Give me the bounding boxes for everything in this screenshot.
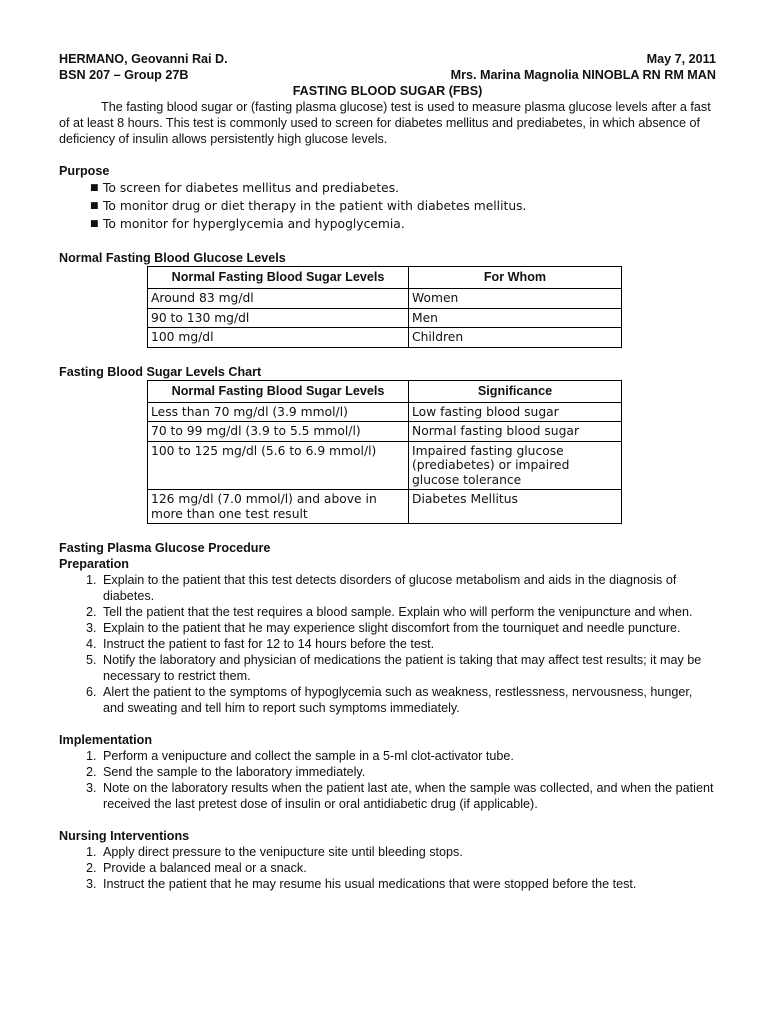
table-row xyxy=(148,289,622,309)
bullet-icon: ■ xyxy=(90,201,99,211)
list-item: ■ To screen for diabetes mellitus and prediabetes. xyxy=(90,181,400,195)
table-cell: 90 to 130 mg/dl xyxy=(148,308,409,328)
bullet-icon: ■ xyxy=(90,219,99,229)
list-item: 5. Notify the laboratory and physician of medications the patient is taking that may affect test results; it may be necessary to restrict them. xyxy=(86,653,702,683)
column-header: Normal Fasting Blood Sugar Levels xyxy=(148,380,409,402)
table-header-row xyxy=(148,380,622,402)
column-header: For Whom xyxy=(409,267,622,289)
table-cell: 100 mg/dl xyxy=(148,328,409,348)
list-item: 3. Explain to the patient that he may experience slight discomfort from the tourniquet and needle puncture. xyxy=(86,621,681,635)
list-item: 3. Instruct the patient that he may resume his usual medications that were stopped before the test. xyxy=(86,877,637,891)
section-group: BSN 207 – Group 27B xyxy=(59,68,189,82)
table-row xyxy=(148,308,622,328)
list-item: 1. Apply direct pressure to the venipucture site until bleeding stops. xyxy=(86,845,463,859)
document-date: May 7, 2011 xyxy=(646,52,716,66)
table-cell: Low fasting blood sugar xyxy=(409,402,622,422)
table-cell: 70 to 99 mg/dl (3.9 to 5.5 mmol/l) xyxy=(148,422,409,442)
table-cell: Women xyxy=(409,289,622,309)
table-row xyxy=(148,402,622,422)
list-item: 4. Instruct the patient to fast for 12 to 14 hours before the test. xyxy=(86,637,435,651)
list-item: 6. Alert the patient to the symptoms of hypoglycemia such as weakness, restlessness, nervousness, hunger, and sweating and tell him to report such symptoms immediately. xyxy=(86,685,693,715)
intro-paragraph: The fasting blood sugar or (fasting plasma glucose) test is used to measure plasma glucose levels after a fast of at least 8 hours. This test is commonly used to screen for diabetes mellitus and prediabetes, in which absence of deficiency of insulin allows persistently high glucose levels. xyxy=(59,100,711,146)
normal-levels-heading: Normal Fasting Blood Glucose Levels xyxy=(59,251,286,265)
table-row xyxy=(148,441,622,490)
column-header: Normal Fasting Blood Sugar Levels xyxy=(148,267,409,289)
levels-chart-table xyxy=(147,380,622,525)
table-cell: Diabetes Mellitus xyxy=(409,490,622,524)
document-title: FASTING BLOOD SUGAR (FBS) xyxy=(292,84,483,98)
table-row xyxy=(148,328,622,348)
list-item: ■ To monitor drug or diet therapy in the patient with diabetes mellitus. xyxy=(90,199,527,213)
table-cell: 100 to 125 mg/dl (5.6 to 6.9 mmol/l) xyxy=(148,441,409,490)
nursing-interventions-heading: Nursing Interventions xyxy=(59,829,190,843)
list-item: 2. Send the sample to the laboratory immediately. xyxy=(86,765,366,779)
list-item: 1. Explain to the patient that this test detects disorders of glucose metabolism and aids in the diagnosis of diabetes. xyxy=(86,573,677,603)
list-item: ■ To monitor for hyperglycemia and hypoglycemia. xyxy=(90,217,405,231)
table-cell: Men xyxy=(409,308,622,328)
table-row xyxy=(148,422,622,442)
list-item: 3. Note on the laboratory results when the patient last ate, when the sample was collected, and when the patient received the last pretest dose of insulin or oral antidiabetic drug (if applicable). xyxy=(86,781,714,811)
list-item: 1. Perform a venipucture and collect the sample in a 5-ml clot-activator tube. xyxy=(86,749,514,763)
implementation-heading: Implementation xyxy=(59,733,153,747)
table-cell: Normal fasting blood sugar xyxy=(409,422,622,442)
implementation-list xyxy=(59,748,716,812)
list-item: 2. Tell the patient that the test requires a blood sample. Explain who will perform the venipuncture and when. xyxy=(86,605,693,619)
normal-levels-table xyxy=(147,266,622,348)
header-row-2 xyxy=(59,67,716,83)
levels-chart-heading: Fasting Blood Sugar Levels Chart xyxy=(59,364,262,379)
column-header: Significance xyxy=(409,380,622,402)
bullet-icon: ■ xyxy=(90,183,99,193)
nursing-interventions-list xyxy=(59,844,716,892)
purpose-list xyxy=(59,179,716,233)
table-cell: Impaired fasting glucose (prediabetes) or impaired glucose tolerance xyxy=(409,441,622,490)
student-name: HERMANO, Geovanni Rai D. xyxy=(59,52,228,66)
table-cell: Around 83 mg/dl xyxy=(148,289,409,309)
table-cell: Less than 70 mg/dl (3.9 mmol/l) xyxy=(148,402,409,422)
table-cell: Children xyxy=(409,328,622,348)
instructor-name: Mrs. Marina Magnolia NINOBLA RN RM MAN xyxy=(450,68,716,82)
header-row-1 xyxy=(59,51,716,67)
purpose-heading: Purpose xyxy=(59,164,110,178)
table-header-row xyxy=(148,267,622,289)
preparation-heading: Preparation xyxy=(59,557,129,571)
preparation-list xyxy=(59,572,716,716)
table-cell: 126 mg/dl (7.0 mmol/l) and above in more than one test result xyxy=(148,490,409,524)
list-item: 2. Provide a balanced meal or a snack. xyxy=(86,861,307,875)
table-row xyxy=(148,490,622,524)
procedure-heading: Fasting Plasma Glucose Procedure xyxy=(59,541,271,555)
